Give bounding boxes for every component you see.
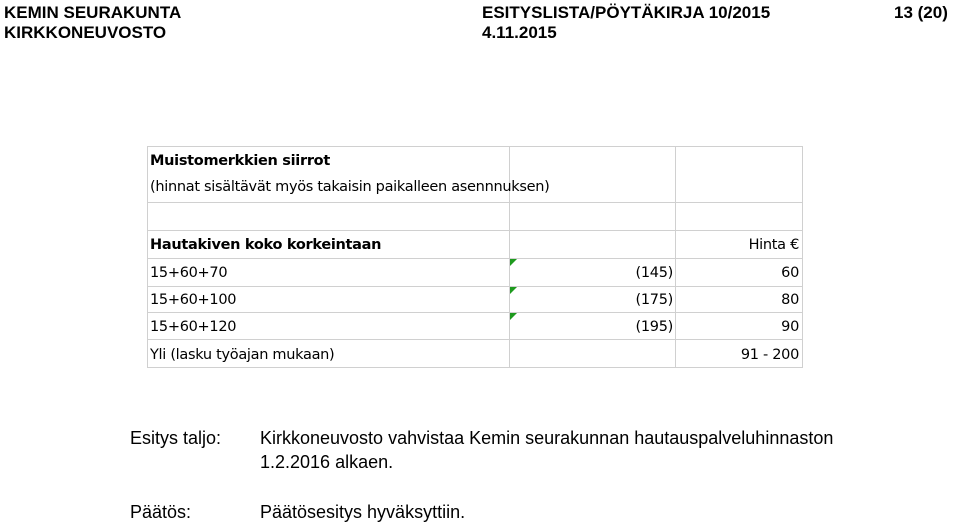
body-name: KIRKKONEUVOSTO [4,23,167,42]
row-price: 90 [781,319,799,335]
price-table [147,146,803,368]
meeting-date: 4.11.2015 [482,23,557,42]
row-size: 15+60+120 [150,319,237,335]
row-price: 60 [781,265,799,281]
grid-line [147,230,803,231]
grid-line [802,146,803,368]
row-size: 15+60+70 [150,265,228,281]
row-size: Yli (lasku työajan mukaan) [150,347,335,363]
org-name: KEMIN SEURAKUNTA [4,3,182,22]
proposal-label: Esitys taljo: [130,428,222,448]
row-price: 80 [781,292,799,308]
table-subtitle: (hinnat sisältävät myös takaisin paikalleen asennnuksen) [150,179,550,195]
col-header-price: Hinta € [748,237,799,253]
grid-line [147,146,803,147]
grid-line [147,367,803,368]
decision-text: Päätösesitys hyväksyttiin. [260,502,466,522]
row-code: (195) [635,319,673,335]
grid-line [147,312,803,313]
grid-line [147,339,803,340]
grid-line [147,286,803,287]
grid-line [147,202,803,203]
row-code: (145) [635,265,673,281]
row-size: 15+60+100 [150,292,237,308]
table-title: Muistomerkkien siirrot [150,153,330,169]
row-price: 91 - 200 [740,347,799,363]
row-code: (175) [635,292,673,308]
proposal-text-line1: Kirkkoneuvosto vahvistaa Kemin seurakunnan hautauspalveluhinnaston [260,428,834,448]
decision-label: Päätös: [130,502,192,522]
page-number: 13 (20) [894,3,948,22]
proposal-text-line2: 1.2.2016 alkaen. [260,452,394,472]
grid-line [147,146,148,368]
col-header-size: Hautakiven koko korkeintaan [150,237,382,253]
doc-type: ESITYSLISTA/PÖYTÄKIRJA 10/2015 [482,3,771,22]
grid-line [147,258,803,259]
